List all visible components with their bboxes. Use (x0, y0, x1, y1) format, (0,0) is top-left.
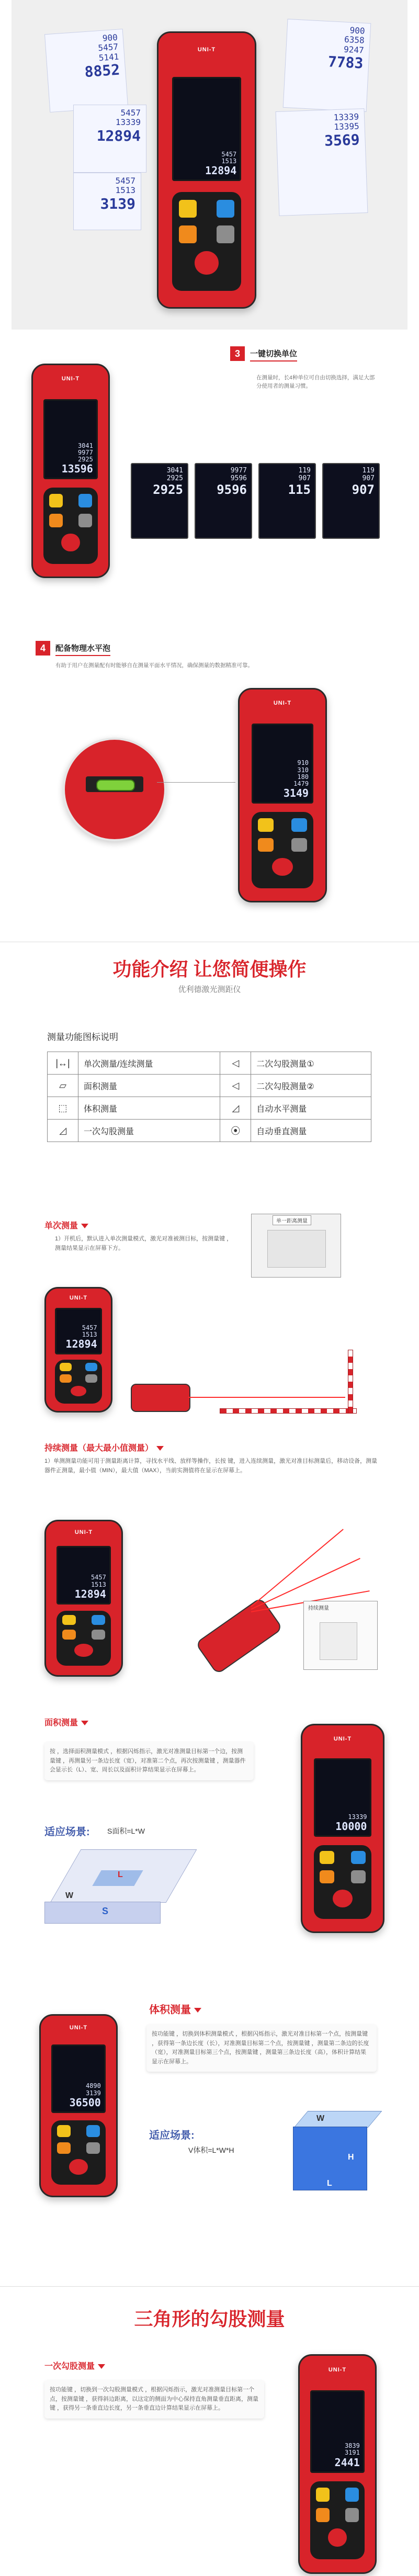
continuous-device: UNI-T 5457 1513 12894 (44, 1520, 123, 1677)
function-icon-table (47, 1052, 371, 1142)
section-text: 按功能键 ，切换到体积测量模式 ，根据闪烁指示，激光对准目标第一个点，按测量键 ，获得第一条边长度（长），对准测量目标第二个点，按测量键 ，测量第二条边的长度（宽），对准测量目标第三个点，按测量键 ，测量第三条边长度（高），体积计算结果显示在屏幕上。 (146, 2025, 377, 2072)
triangle-title: 三角形的勾股测量 (134, 2308, 285, 2330)
section-text: 按功能键 ，切换到一次勾股测量模式 ，根据闪烁指示，激光对准测量目标第一个点，按测量键 ，获得斜边距离，以这定的侧面为中心保持直角测量垂直距离，测量键 ，获得另一条垂直边长度，另一条垂直边计算结果显示在屏幕上。 (44, 2380, 264, 2419)
laser-beam (188, 1397, 345, 1398)
device-screen: 5457 1513 12894 (56, 1546, 111, 1605)
single-device: UNI-T 5457 1513 12894 (44, 1287, 112, 1413)
single-measure-icon: |↔| (48, 1052, 78, 1075)
area-box-illustration: L W S (44, 1849, 186, 1928)
unit-lcd-2: 9977 9596 9596 (195, 463, 252, 539)
feature-unit-switch (0, 335, 419, 617)
section-heading: 体积测量 (149, 2001, 201, 2016)
section-text: 1）开机后，默认进入单次测量模式，激光对准被测目标，按测量键 ，测量结果显示在屏幕下方。 (55, 1236, 233, 1251)
area-device: UNI-T 13339 10000 (301, 1724, 384, 1933)
hero-display-right-bottom: 13339 13395 3569 (276, 108, 368, 216)
feature-description: 有助于用户在测量配有时能够自在测量平面水平情况，确保测量的数据精准可靠。 (55, 662, 253, 669)
scene-label: 适应场景: (149, 2130, 195, 2141)
feature-title: 一键切换单位 (250, 348, 297, 361)
feature-bubble-level (0, 625, 419, 918)
feature-number-badge: 4 (36, 641, 50, 656)
device-side-view (131, 1384, 190, 1412)
feature-title: 配备物理水平泡 (55, 642, 110, 656)
measuring-tape (220, 1408, 357, 1414)
bubble-vial-icon (96, 779, 135, 791)
single-distance-tag: 单一距离测量 (273, 1215, 311, 1225)
feature4-device: UNI-T 910 310 180 1479 3149 (238, 688, 327, 902)
pythagoras1-icon: ◿ (48, 1120, 78, 1142)
continuous-room (303, 1601, 378, 1670)
pythagoras2b-icon: ◁ (220, 1075, 251, 1097)
auto-level-icon: ◿ (220, 1097, 251, 1120)
table-row: ◿ 一次勾股测量 ⦿ 自动垂直测量 (48, 1120, 371, 1142)
hero-display-mid: 5457 13339 12894 (73, 105, 146, 173)
section-heading: 一次勾股测量 (44, 2359, 105, 2371)
area-icon: ▱ (48, 1075, 78, 1097)
unit-lcd-1: 3041 2925 2925 (131, 463, 188, 539)
unit-lcd-4: 119 907 907 (322, 463, 380, 539)
section-heading: 面积测量 (44, 1716, 88, 1728)
device-screen: 4890 3139 36500 (51, 2044, 106, 2113)
area-measure-section (0, 1711, 419, 1983)
device-screen: 5457 1513 12894 (55, 1308, 101, 1354)
table-row: |↔| 单次测量/连续测量 ◁ 二次勾股测量① (48, 1052, 371, 1075)
volume-measure-section (0, 1993, 419, 2265)
hero-device (157, 31, 256, 309)
pythagoras2-icon: ◁ (220, 1052, 251, 1075)
hero-display-mid2: 5457 1513 3139 (73, 173, 141, 230)
device-keypad (172, 192, 242, 291)
section-heading: 持续测量（最大最小值测量） (44, 1441, 164, 1453)
single-measure-section (0, 1203, 419, 1428)
table-row: ⬚ 体积测量 ◿ 自动水平测量 (48, 1097, 371, 1120)
hero-display-left: 900 5457 5141 8852 (44, 29, 128, 112)
area-formula: S面积=L*W (107, 1827, 145, 1835)
scene-label: 适应场景: (44, 1826, 90, 1838)
unit-lcd-3: 119 907 115 (258, 463, 316, 539)
device-screen: 910 310 180 1479 3149 (252, 724, 313, 804)
device-brand: UNI-T (197, 47, 216, 53)
device-screen: 3839 3191 2441 (310, 2390, 365, 2472)
section-text: 按 ，选择面积测量模式 ，根据闪烁指示，激光对准测量目标第一个边，按测量键 ，再测量另一条边长度（宽），对准第二个点，再次按测量键 ，测量器件会显示长（L）、宽、周长以及面积计算结果显示在屏幕上。 (44, 1742, 254, 1780)
continuous-tag: 持续测量 (308, 1606, 329, 1611)
volume-icon: ⬚ (48, 1097, 78, 1120)
table-row: ▱ 面积测量 ◁ 二次勾股测量② (48, 1075, 371, 1097)
section-text: 1）单测测量功能可用于测量距离计算，寻找水平线、放样等操作，长按 键，进入连续测量，激光对准目标测量后，移动设备，测量器件正测量，最小值（MIN），最大值（MAX），当前实测值将在显示在屏幕上。 (44, 1458, 378, 1474)
feature3-device: UNI-T 3041 9977 2925 13596 (31, 364, 110, 578)
bubble-level-closeup (63, 738, 166, 841)
hero-display-right-top: 900 6358 9247 7783 (283, 19, 371, 112)
intro-subtitle: 优利德激光测距仪 (178, 985, 241, 994)
pythagoras-one-section (0, 2349, 419, 2576)
volume-box-illustration: W H L (285, 2111, 379, 2200)
section-heading: 单次测量 (44, 1219, 88, 1231)
hero-section (0, 0, 419, 330)
device-screen: 13339 10000 (314, 1758, 372, 1837)
auto-vertical-icon: ⦿ (220, 1120, 251, 1142)
device-screen: 5457 1513 12894 (172, 77, 242, 181)
intro-title: 功能介绍 让您简便操作 (112, 958, 307, 980)
room-illustration (251, 1214, 341, 1278)
feature-description: 在测量时，长4种单位可自由切换选择，满足大部分使用者的测量习惯。 (256, 375, 375, 389)
volume-formula: V体积=L*W*H (188, 2146, 234, 2154)
triangle-device: UNI-T 3839 3191 2441 (298, 2354, 377, 2574)
continuous-measure-section (0, 1433, 419, 1695)
device-screen: 3041 9977 2925 13596 (43, 399, 98, 480)
feature-number-badge: 3 (230, 346, 245, 361)
volume-device: UNI-T 4890 3139 36500 (39, 2014, 118, 2197)
legend-heading: 测量功能图标说明 (47, 1032, 118, 1042)
